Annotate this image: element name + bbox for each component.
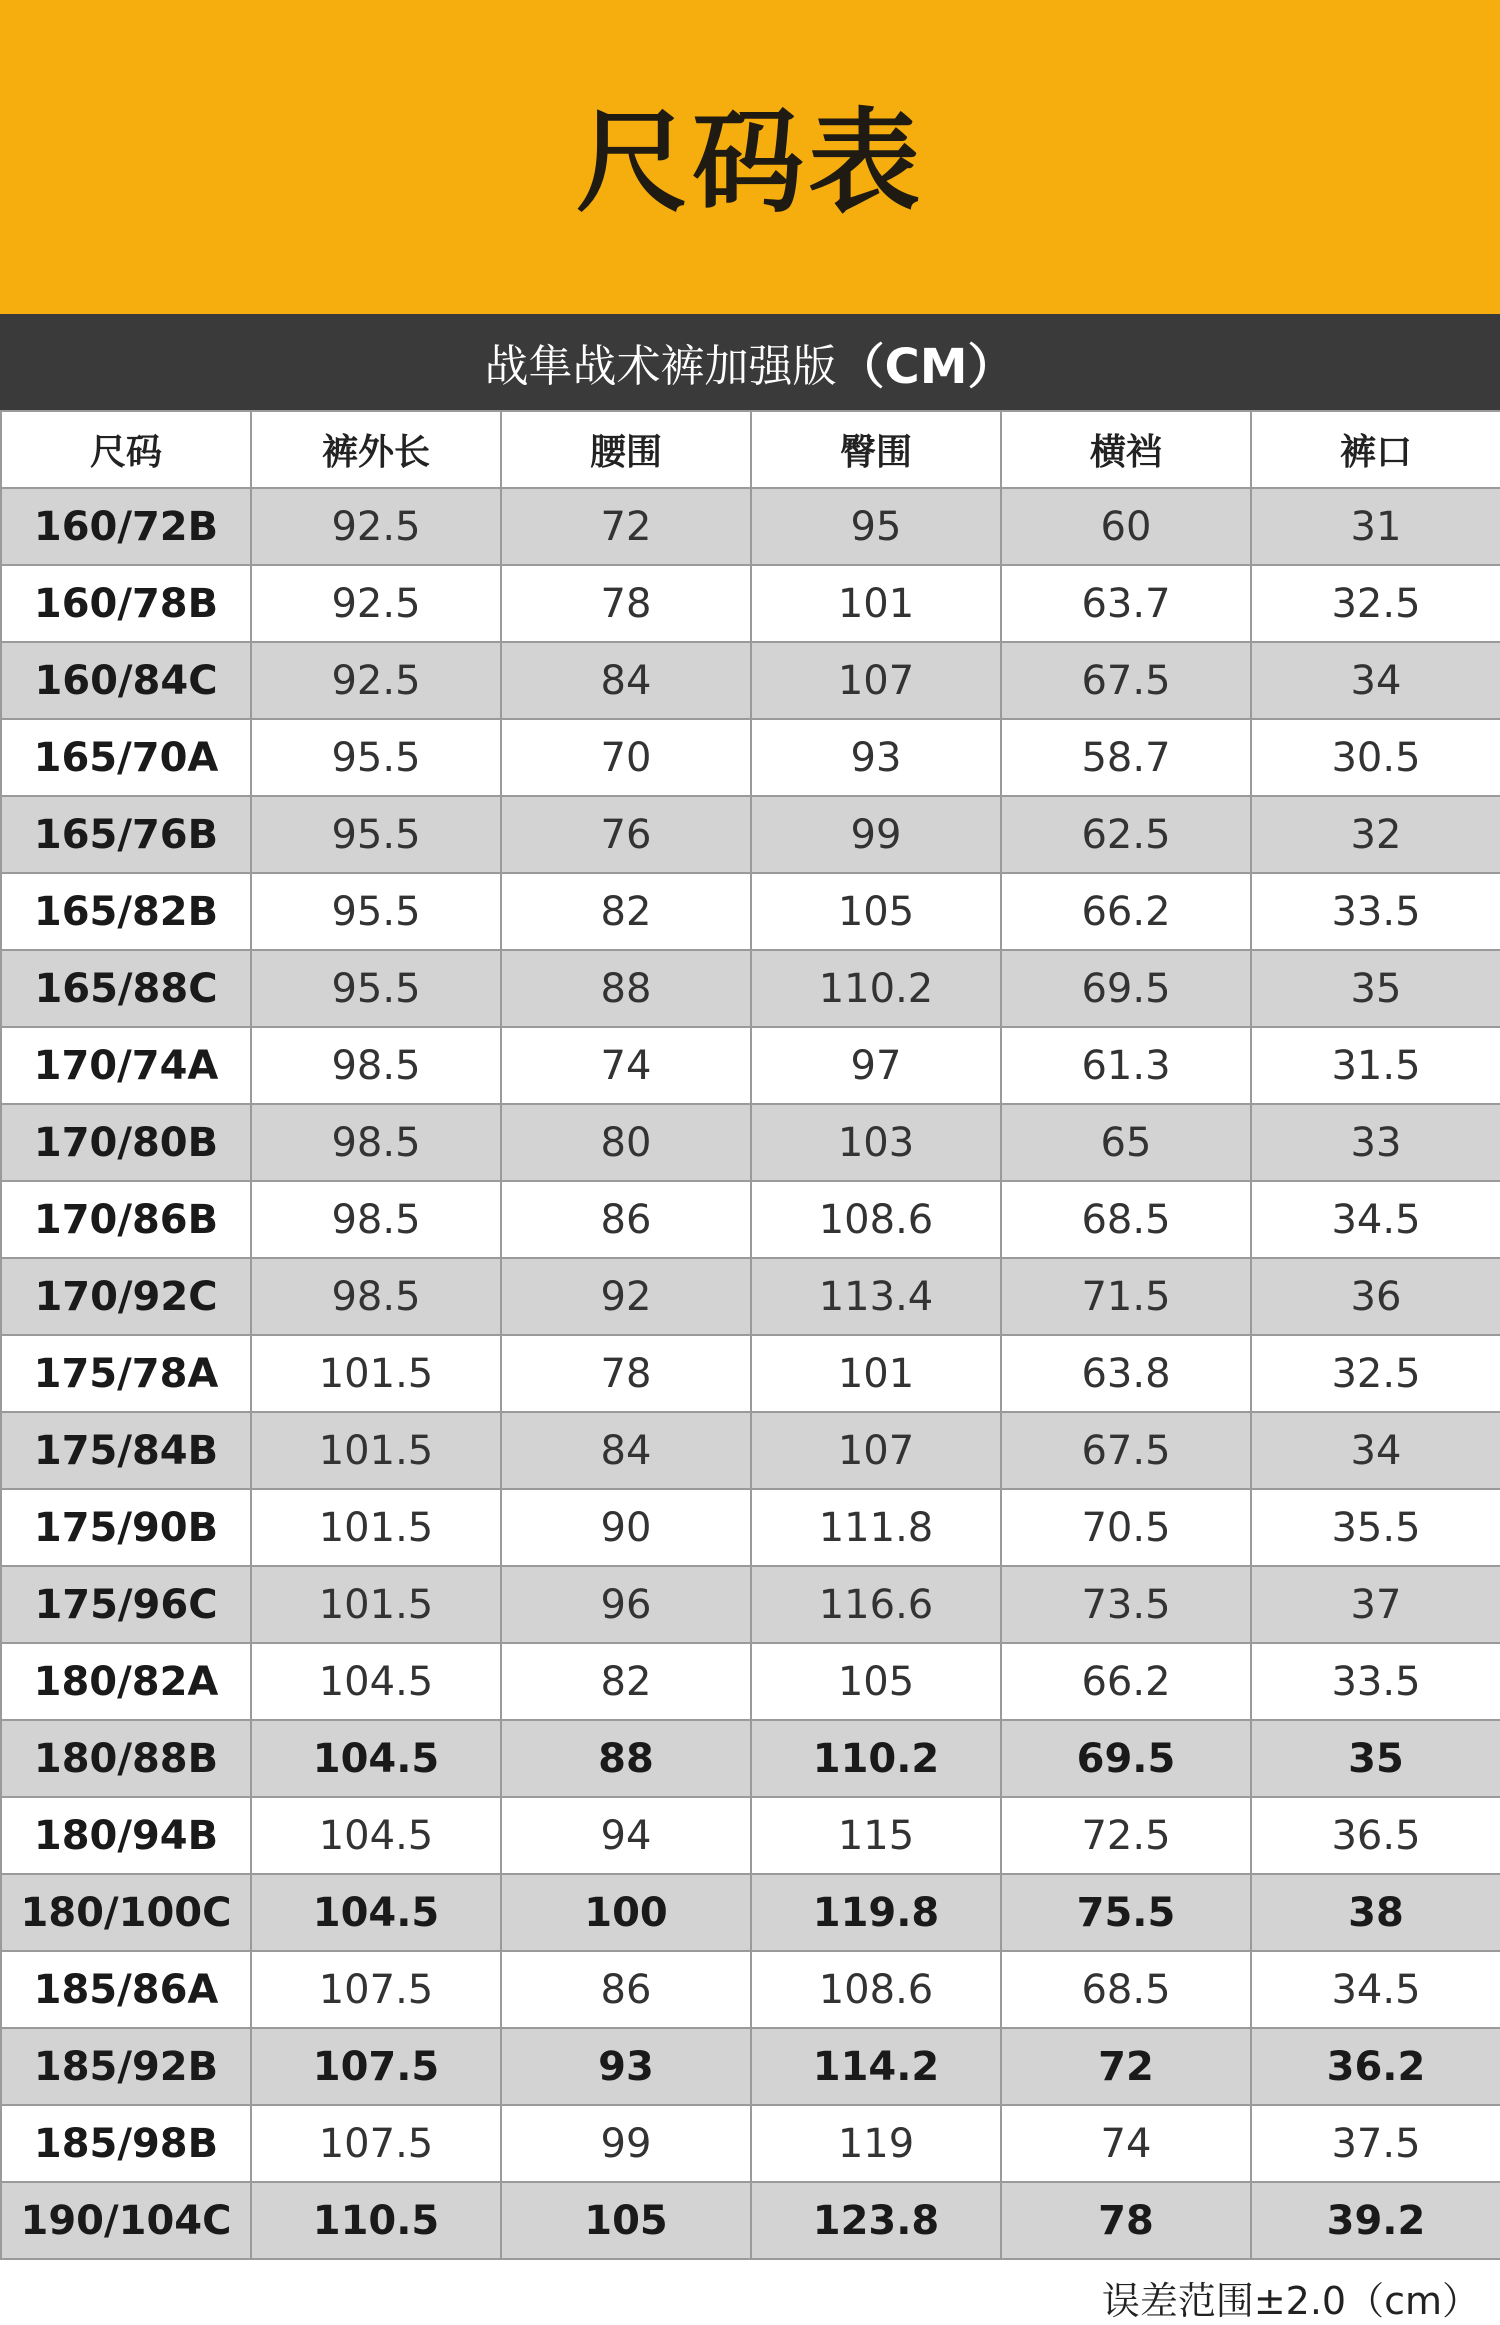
thigh-cell: 60 xyxy=(1001,488,1251,565)
hip-cell: 113.4 xyxy=(751,1258,1001,1335)
thigh-cell: 58.7 xyxy=(1001,719,1251,796)
tolerance-note: 误差范围±2.0（cm） xyxy=(1101,2279,1480,2323)
size-cell: 175/78A xyxy=(1,1335,251,1412)
title-banner xyxy=(0,0,1500,314)
thigh-cell: 70.5 xyxy=(1001,1489,1251,1566)
table-row xyxy=(1,1335,1500,1412)
thigh-cell: 78 xyxy=(1001,2182,1251,2259)
leg-opening-cell: 37.5 xyxy=(1251,2105,1500,2182)
column-header-size: 尺码 xyxy=(1,411,251,488)
table-row xyxy=(1,1412,1500,1489)
waist-cell: 99 xyxy=(501,2105,751,2182)
thigh-cell: 68.5 xyxy=(1001,1181,1251,1258)
column-header-outseam: 裤外长 xyxy=(251,411,501,488)
hip-cell: 115 xyxy=(751,1797,1001,1874)
waist-cell: 82 xyxy=(501,873,751,950)
size-cell: 185/92B xyxy=(1,2028,251,2105)
hip-cell: 93 xyxy=(751,719,1001,796)
waist-cell: 70 xyxy=(501,719,751,796)
waist-cell: 94 xyxy=(501,1797,751,1874)
outseam-cell: 107.5 xyxy=(251,1951,501,2028)
column-header-hip: 臀围 xyxy=(751,411,1001,488)
outseam-cell: 92.5 xyxy=(251,565,501,642)
waist-cell: 78 xyxy=(501,1335,751,1412)
outseam-cell: 98.5 xyxy=(251,1258,501,1335)
size-cell: 185/98B xyxy=(1,2105,251,2182)
table-row xyxy=(1,1181,1500,1258)
thigh-cell: 63.8 xyxy=(1001,1335,1251,1412)
hip-cell: 123.8 xyxy=(751,2182,1001,2259)
table-row xyxy=(1,488,1500,565)
size-cell: 175/84B xyxy=(1,1412,251,1489)
unit-label: （CM） xyxy=(836,338,1016,395)
leg-opening-cell: 35 xyxy=(1251,950,1500,1027)
leg-opening-cell: 35 xyxy=(1251,1720,1500,1797)
table-row xyxy=(1,719,1500,796)
hip-cell: 116.6 xyxy=(751,1566,1001,1643)
outseam-cell: 104.5 xyxy=(251,1797,501,1874)
hip-cell: 97 xyxy=(751,1027,1001,1104)
table-header-row xyxy=(1,411,1500,488)
table-row xyxy=(1,1874,1500,1951)
size-cell: 165/70A xyxy=(1,719,251,796)
waist-cell: 80 xyxy=(501,1104,751,1181)
waist-cell: 86 xyxy=(501,1181,751,1258)
waist-cell: 78 xyxy=(501,565,751,642)
hip-cell: 105 xyxy=(751,1643,1001,1720)
table-row xyxy=(1,2105,1500,2182)
table-row xyxy=(1,1489,1500,1566)
hip-cell: 119.8 xyxy=(751,1874,1001,1951)
hip-cell: 119 xyxy=(751,2105,1001,2182)
hip-cell: 101 xyxy=(751,565,1001,642)
hip-cell: 101 xyxy=(751,1335,1001,1412)
table-row xyxy=(1,1566,1500,1643)
hip-cell: 107 xyxy=(751,1412,1001,1489)
leg-opening-cell: 35.5 xyxy=(1251,1489,1500,1566)
hip-cell: 95 xyxy=(751,488,1001,565)
size-cell: 160/84C xyxy=(1,642,251,719)
table-row xyxy=(1,950,1500,1027)
waist-cell: 84 xyxy=(501,642,751,719)
size-cell: 170/80B xyxy=(1,1104,251,1181)
table-row xyxy=(1,873,1500,950)
thigh-cell: 67.5 xyxy=(1001,1412,1251,1489)
waist-cell: 93 xyxy=(501,2028,751,2105)
size-cell: 170/86B xyxy=(1,1181,251,1258)
outseam-cell: 92.5 xyxy=(251,488,501,565)
leg-opening-cell: 30.5 xyxy=(1251,719,1500,796)
table-body xyxy=(1,488,1500,2259)
leg-opening-cell: 33.5 xyxy=(1251,1643,1500,1720)
waist-cell: 88 xyxy=(501,1720,751,1797)
table-row xyxy=(1,565,1500,642)
hip-cell: 108.6 xyxy=(751,1181,1001,1258)
table-row xyxy=(1,642,1500,719)
leg-opening-cell: 36.5 xyxy=(1251,1797,1500,1874)
size-cell: 165/76B xyxy=(1,796,251,873)
table-row xyxy=(1,2028,1500,2105)
thigh-cell: 62.5 xyxy=(1001,796,1251,873)
waist-cell: 86 xyxy=(501,1951,751,2028)
waist-cell: 105 xyxy=(501,2182,751,2259)
thigh-cell: 63.7 xyxy=(1001,565,1251,642)
waist-cell: 90 xyxy=(501,1489,751,1566)
thigh-cell: 68.5 xyxy=(1001,1951,1251,2028)
table-row xyxy=(1,1027,1500,1104)
leg-opening-cell: 32.5 xyxy=(1251,1335,1500,1412)
outseam-cell: 101.5 xyxy=(251,1412,501,1489)
size-cell: 170/92C xyxy=(1,1258,251,1335)
outseam-cell: 104.5 xyxy=(251,1720,501,1797)
product-name: 战隼战术裤加强版 xyxy=(484,341,837,392)
hip-cell: 107 xyxy=(751,642,1001,719)
leg-opening-cell: 34.5 xyxy=(1251,1181,1500,1258)
outseam-cell: 95.5 xyxy=(251,950,501,1027)
size-cell: 175/90B xyxy=(1,1489,251,1566)
waist-cell: 72 xyxy=(501,488,751,565)
size-cell: 160/78B xyxy=(1,565,251,642)
leg-opening-cell: 39.2 xyxy=(1251,2182,1500,2259)
outseam-cell: 101.5 xyxy=(251,1566,501,1643)
hip-cell: 114.2 xyxy=(751,2028,1001,2105)
size-cell: 180/100C xyxy=(1,1874,251,1951)
size-cell: 185/86A xyxy=(1,1951,251,2028)
hip-cell: 99 xyxy=(751,796,1001,873)
hip-cell: 105 xyxy=(751,873,1001,950)
size-cell: 180/88B xyxy=(1,1720,251,1797)
outseam-cell: 95.5 xyxy=(251,719,501,796)
size-cell: 165/88C xyxy=(1,950,251,1027)
thigh-cell: 65 xyxy=(1001,1104,1251,1181)
hip-cell: 110.2 xyxy=(751,950,1001,1027)
leg-opening-cell: 31 xyxy=(1251,488,1500,565)
waist-cell: 92 xyxy=(501,1258,751,1335)
thigh-cell: 67.5 xyxy=(1001,642,1251,719)
leg-opening-cell: 34 xyxy=(1251,642,1500,719)
outseam-cell: 95.5 xyxy=(251,796,501,873)
outseam-cell: 98.5 xyxy=(251,1027,501,1104)
page-title: 尺码表 xyxy=(576,97,924,228)
hip-cell: 111.8 xyxy=(751,1489,1001,1566)
size-cell: 170/74A xyxy=(1,1027,251,1104)
table-row xyxy=(1,2182,1500,2259)
hip-cell: 103 xyxy=(751,1104,1001,1181)
waist-cell: 74 xyxy=(501,1027,751,1104)
thigh-cell: 72.5 xyxy=(1001,1797,1251,1874)
table-row xyxy=(1,1258,1500,1335)
outseam-cell: 98.5 xyxy=(251,1104,501,1181)
waist-cell: 100 xyxy=(501,1874,751,1951)
outseam-cell: 110.5 xyxy=(251,2182,501,2259)
table-row xyxy=(1,1104,1500,1181)
column-header-leg-opening: 裤口 xyxy=(1251,411,1500,488)
outseam-cell: 107.5 xyxy=(251,2105,501,2182)
thigh-cell: 66.2 xyxy=(1001,1643,1251,1720)
thigh-cell: 69.5 xyxy=(1001,1720,1251,1797)
table-row xyxy=(1,1951,1500,2028)
size-cell: 175/96C xyxy=(1,1566,251,1643)
column-header-thigh: 横裆 xyxy=(1001,411,1251,488)
table-row xyxy=(1,1797,1500,1874)
thigh-cell: 61.3 xyxy=(1001,1027,1251,1104)
outseam-cell: 101.5 xyxy=(251,1489,501,1566)
outseam-cell: 104.5 xyxy=(251,1874,501,1951)
outseam-cell: 107.5 xyxy=(251,2028,501,2105)
thigh-cell: 66.2 xyxy=(1001,873,1251,950)
outseam-cell: 101.5 xyxy=(251,1335,501,1412)
leg-opening-cell: 32 xyxy=(1251,796,1500,873)
size-chart-table xyxy=(0,410,1500,2260)
thigh-cell: 71.5 xyxy=(1001,1258,1251,1335)
waist-cell: 82 xyxy=(501,1643,751,1720)
product-header xyxy=(0,314,1500,410)
leg-opening-cell: 31.5 xyxy=(1251,1027,1500,1104)
size-cell: 165/82B xyxy=(1,873,251,950)
leg-opening-cell: 38 xyxy=(1251,1874,1500,1951)
thigh-cell: 75.5 xyxy=(1001,1874,1251,1951)
leg-opening-cell: 36 xyxy=(1251,1258,1500,1335)
leg-opening-cell: 33.5 xyxy=(1251,873,1500,950)
waist-cell: 76 xyxy=(501,796,751,873)
column-header-waist: 腰围 xyxy=(501,411,751,488)
table-row xyxy=(1,1643,1500,1720)
outseam-cell: 95.5 xyxy=(251,873,501,950)
thigh-cell: 69.5 xyxy=(1001,950,1251,1027)
leg-opening-cell: 37 xyxy=(1251,1566,1500,1643)
leg-opening-cell: 32.5 xyxy=(1251,565,1500,642)
size-cell: 180/82A xyxy=(1,1643,251,1720)
outseam-cell: 92.5 xyxy=(251,642,501,719)
size-cell: 180/94B xyxy=(1,1797,251,1874)
size-cell: 160/72B xyxy=(1,488,251,565)
thigh-cell: 74 xyxy=(1001,2105,1251,2182)
leg-opening-cell: 34 xyxy=(1251,1412,1500,1489)
hip-cell: 110.2 xyxy=(751,1720,1001,1797)
size-cell: 190/104C xyxy=(1,2182,251,2259)
table-row xyxy=(1,1720,1500,1797)
outseam-cell: 104.5 xyxy=(251,1643,501,1720)
table-row xyxy=(1,796,1500,873)
hip-cell: 108.6 xyxy=(751,1951,1001,2028)
waist-cell: 88 xyxy=(501,950,751,1027)
thigh-cell: 72 xyxy=(1001,2028,1251,2105)
waist-cell: 96 xyxy=(501,1566,751,1643)
outseam-cell: 98.5 xyxy=(251,1181,501,1258)
leg-opening-cell: 36.2 xyxy=(1251,2028,1500,2105)
waist-cell: 84 xyxy=(501,1412,751,1489)
leg-opening-cell: 33 xyxy=(1251,1104,1500,1181)
thigh-cell: 73.5 xyxy=(1001,1566,1251,1643)
leg-opening-cell: 34.5 xyxy=(1251,1951,1500,2028)
